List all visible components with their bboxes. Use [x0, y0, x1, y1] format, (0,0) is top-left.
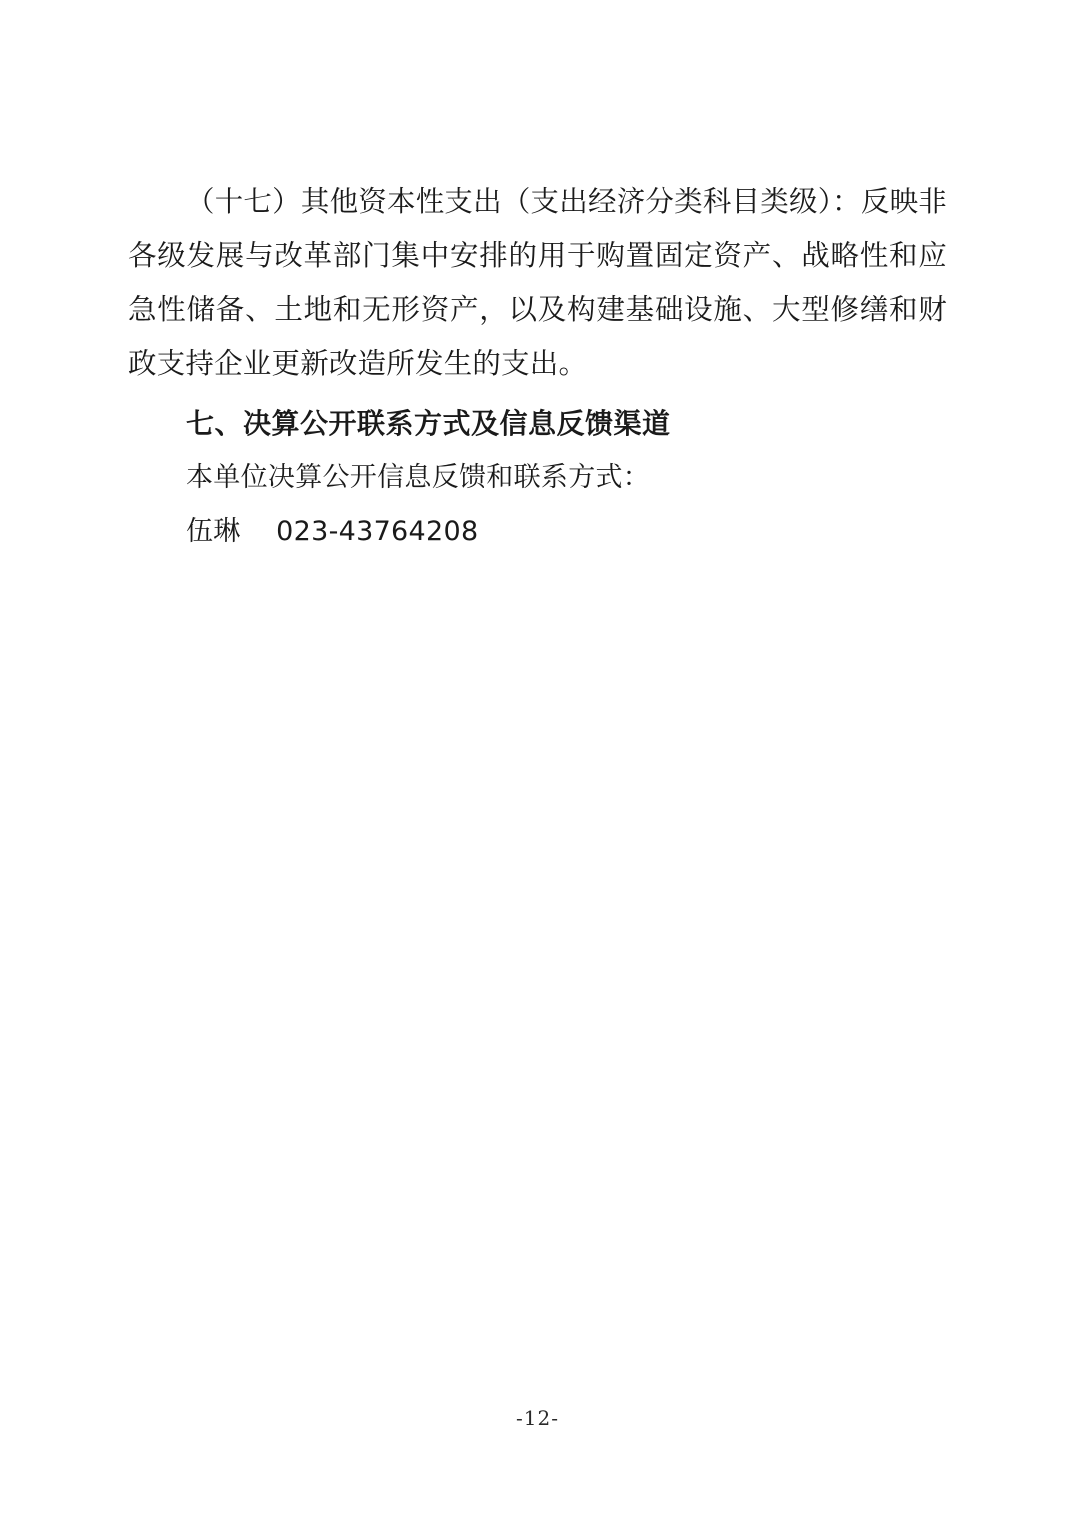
paragraph-item-17: （十七）其他资本性支出（支出经济分类科目类级）：反映非各级发展与改革部门集中安排的用于购置固定资产、战略性和应急性储备、土地和无形资产，以及构建基础设施、大型修缮和财政支持企业更新改造所发生的支出。: [128, 185, 947, 380]
section-intro-text: 本单位决算公开信息反馈和联系方式：: [186, 462, 651, 493]
contact-name-phone: 伍琳 023-43764208: [186, 516, 479, 547]
section-heading-seven: 七、决算公开联系方式及信息反馈渠道: [186, 407, 671, 440]
page-number: -12-: [516, 1406, 559, 1430]
